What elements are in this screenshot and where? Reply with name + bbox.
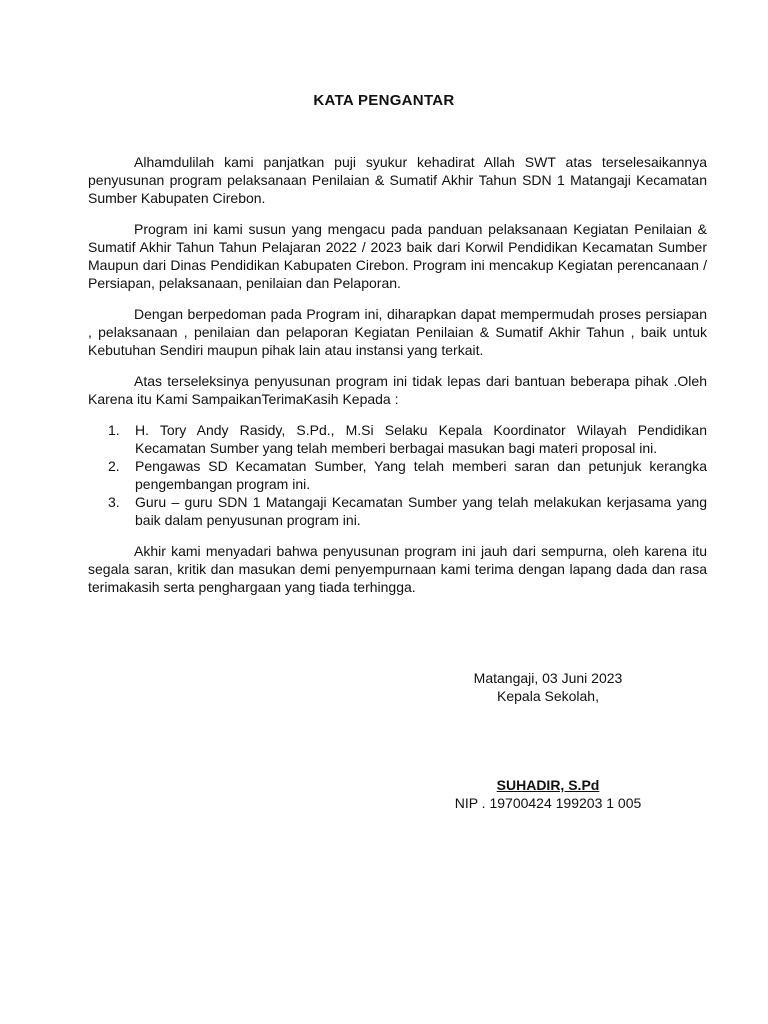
acknowledgement-list bbox=[88, 421, 707, 529]
list-number: 3. bbox=[108, 494, 120, 510]
list-text: Guru – guru SDN 1 Matangaji Kecamatan Sumber yang telah melakukan kerjasama yang baik dalam penyusunan program ini. bbox=[135, 494, 707, 528]
paragraph-program: Program ini kami susun yang mengacu pada panduan pelaksanaan Kegiatan Penilaian & Sumatif Akhir Tahun Tahun Pelajaran 2022 / 2023 baik dari Korwil Pendidikan Kecamatan Sumber Maupun dari Dinas Pendidikan Kabupaten Cirebon. Program ini mencakup Kegiatan perencanaan / Persiapan, pelaksanaan, penilaian dan Pelaporan. bbox=[88, 221, 707, 291]
list-number: 1. bbox=[108, 422, 120, 438]
list-number: 2. bbox=[108, 458, 120, 474]
paragraph-thanks: Atas terseleksinya penyusunan program ini tidak lepas dari bantuan beberapa pihak .Oleh Karena itu Kami SampaikanTerimaKasih Kepada : bbox=[88, 373, 707, 407]
document-body bbox=[88, 153, 707, 609]
list-item bbox=[88, 421, 707, 457]
signature-block bbox=[430, 669, 666, 812]
place-date: Matangaji, 03 Juni 2023 bbox=[473, 670, 623, 686]
list-text: H. Tory Andy Rasidy, S.Pd., M.Si Selaku Kepala Koordinator Wilayah Pendidikan Kecamatan Sumber yang telah memberi berbagai masukan bagi materi proposal ini. bbox=[135, 422, 707, 456]
paragraph-purpose: Dengan berpedoman pada Program ini, diharapkan dapat mempermudah proses persiapan , pelaksanaan , penilaian dan pelaporan Kegiatan Penilaian & Sumatif Akhir Tahun , baik untuk Kebutuhan Sendiri maupun pihak lain atau instansi yang terkait. bbox=[88, 306, 707, 358]
list-item bbox=[88, 493, 707, 529]
paragraph-closing: Akhir kami menyadari bahwa penyusunan program ini jauh dari sempurna, oleh karena itu segala saran, kritik dan masukan demi penyempurnaan kami terima dengan lapang dada dan rasa terimakasih serta penghargaan yang tiada terhingga. bbox=[88, 543, 707, 595]
signer-name: SUHADIR, S.Pd bbox=[496, 777, 600, 793]
paragraph-intro: Alhamdulilah kami panjatkan puji syukur kehadirat Allah SWT atas terselesaikannya penyusunan program pelaksanaan Penilaian & Sumatif Akhir Tahun SDN 1 Matangaji Kecamatan Sumber Kabupaten Cirebon. bbox=[88, 154, 707, 206]
page-title: KATA PENGANTAR bbox=[313, 92, 455, 109]
list-text: Pengawas SD Kecamatan Sumber, Yang telah memberi saran dan petunjuk kerangka pengembangan program ini. bbox=[135, 458, 707, 492]
signer-role: Kepala Sekolah, bbox=[497, 688, 599, 704]
signer-nip: NIP . 19700424 199203 1 005 bbox=[454, 795, 642, 811]
list-item bbox=[88, 457, 707, 493]
